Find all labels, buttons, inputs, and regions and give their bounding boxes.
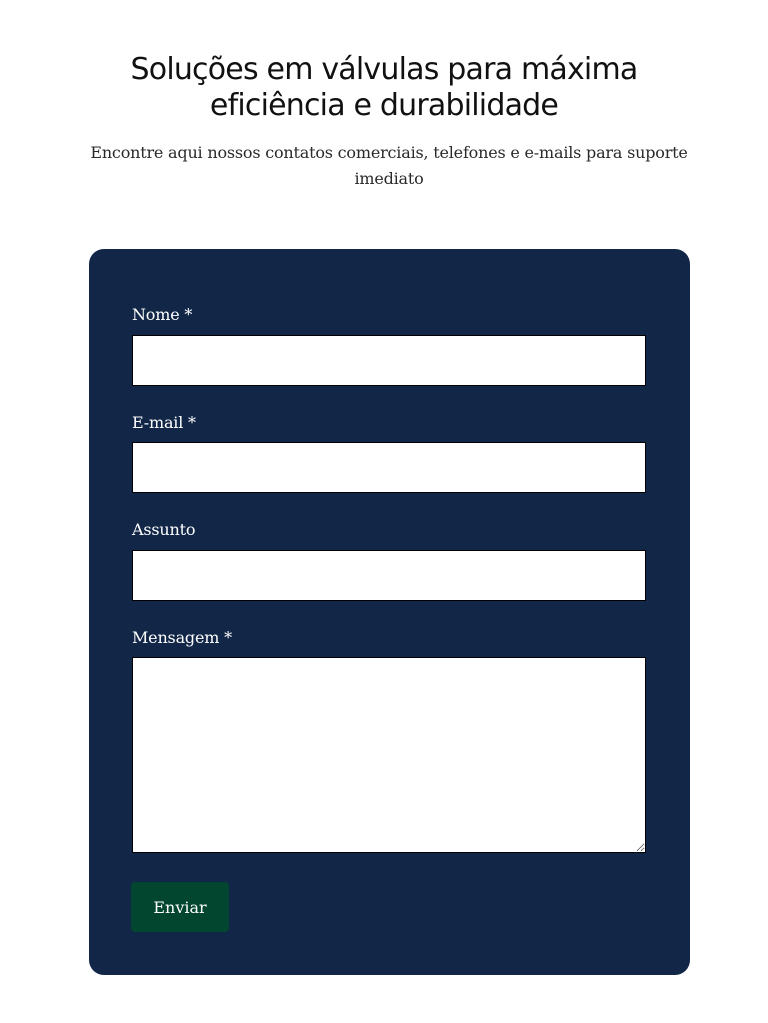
contact-form [89,249,690,975]
page-subtitle: Encontre aqui nossos contatos comerciais, telefones e e-mails para suporte imediato [90,143,688,188]
mensagem-textarea[interactable] [132,657,646,853]
submit-button[interactable]: Enviar [131,882,229,932]
nome-input[interactable] [132,335,646,386]
assunto-label: Assunto [132,520,196,539]
email-input[interactable] [132,442,646,493]
page-title: Soluções em válvulas para máxima eficiência e durabilidade [130,52,638,123]
assunto-input[interactable] [132,550,646,601]
mensagem-label: Mensagem * [132,628,232,647]
email-label: E-mail * [132,413,196,432]
nome-label: Nome * [132,305,193,324]
